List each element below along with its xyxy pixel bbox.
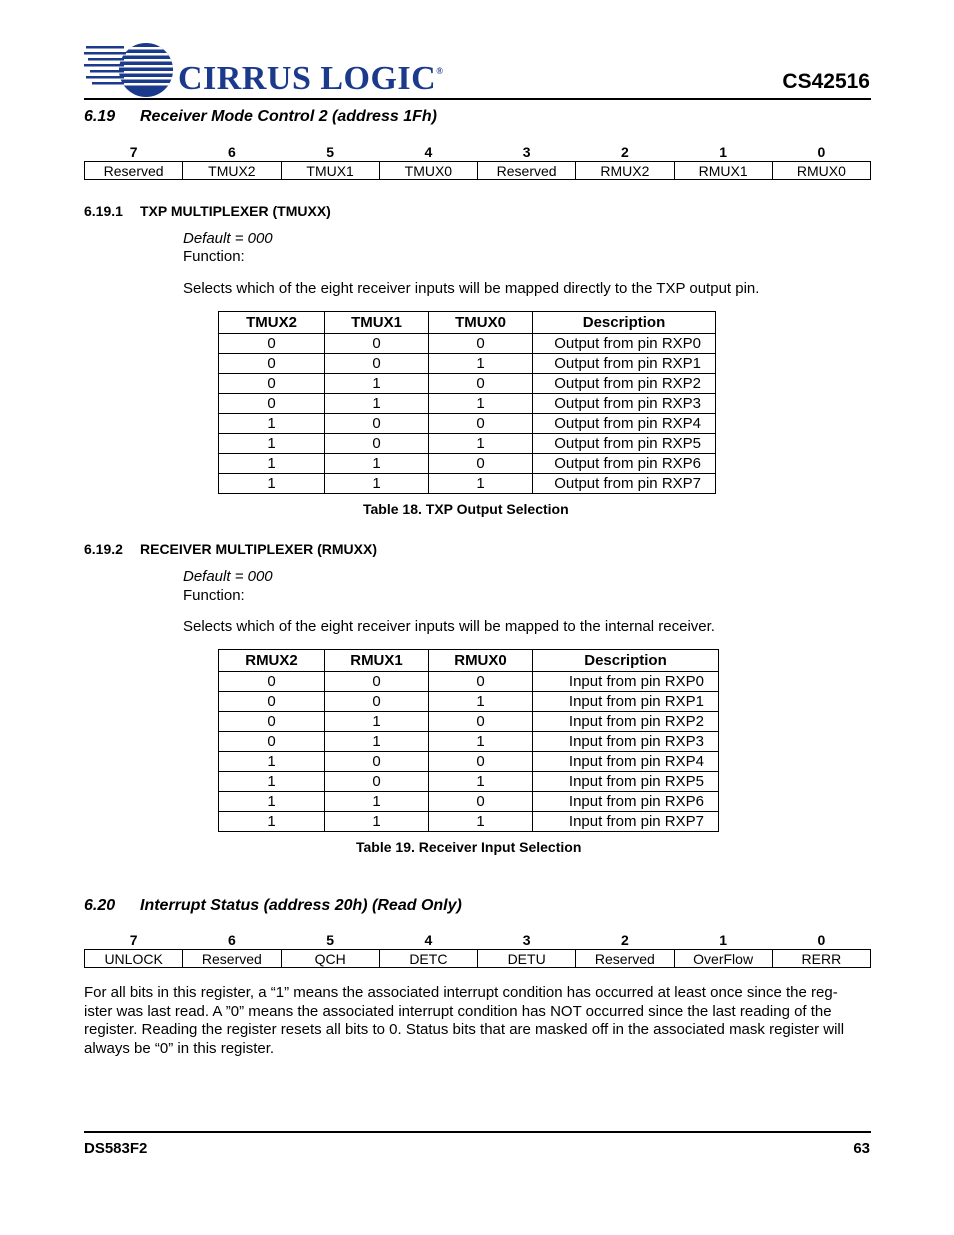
subsection-number: 6.19.2	[84, 541, 123, 557]
paragraph-line: always be “0” in this register.	[84, 1039, 275, 1057]
table-caption: Table 19. Receiver Input Selection	[356, 839, 582, 855]
table-cell: 0	[219, 712, 325, 732]
table-cell: 0	[429, 712, 533, 732]
column-header: RMUX2	[219, 650, 325, 672]
column-header: RMUX0	[429, 650, 533, 672]
bit-number: 6	[227, 932, 236, 948]
bit-name: UNLOCK	[85, 950, 183, 968]
table-cell: 1	[429, 394, 533, 414]
bit-number: 5	[326, 144, 335, 160]
table-cell: 1	[325, 812, 429, 832]
subsection-6-19-2-heading	[84, 541, 377, 557]
table-cell: 1	[429, 732, 533, 752]
bit-number: 5	[326, 932, 335, 948]
bit-number: 3	[522, 144, 531, 160]
subsection-number: 6.19.1	[84, 203, 123, 219]
table-cell: 0	[429, 334, 533, 354]
bit-number: 1	[719, 932, 728, 948]
column-header: Description	[533, 312, 716, 334]
table-cell: 1	[219, 434, 325, 454]
table-cell: Input from pin RXP1	[533, 692, 719, 712]
table-row	[219, 752, 719, 772]
bit-name: OverFlow	[674, 950, 772, 968]
bit-name: RMUX0	[772, 162, 870, 180]
register-1fh-bitmap	[84, 143, 871, 180]
cirrus-logic-logo	[84, 38, 444, 98]
logo-text: CIRRUS LOGIC	[178, 60, 437, 97]
column-header: Description	[533, 650, 719, 672]
table-cell: 0	[429, 414, 533, 434]
header-rule	[84, 98, 871, 100]
table-cell: 0	[219, 394, 325, 414]
bit-number-row	[85, 931, 871, 950]
table-cell: 1	[429, 474, 533, 494]
bit-number: 7	[129, 144, 138, 160]
table-row	[219, 434, 716, 454]
bit-number-row	[85, 143, 871, 162]
section-number: 6.20	[84, 897, 116, 914]
table-row	[219, 692, 719, 712]
section-title: Interrupt Status (address 20h) (Read Only)	[140, 897, 462, 914]
interrupt-status-paragraph	[84, 984, 874, 1058]
table-row	[219, 414, 716, 434]
bit-name: TMUX2	[183, 162, 281, 180]
table-row	[219, 394, 716, 414]
section-title: Receiver Mode Control 2 (address 1Fh)	[140, 108, 437, 125]
bit-name: Reserved	[478, 162, 576, 180]
bit-number: 1	[719, 144, 728, 160]
bit-name: QCH	[281, 950, 379, 968]
document-number: CS42516	[782, 70, 870, 93]
function-label: Function:	[183, 587, 245, 604]
subsection-title: RECEIVER MULTIPLEXER (RMUXX)	[140, 541, 377, 557]
table-cell: Input from pin RXP2	[533, 712, 719, 732]
table-cell: 1	[325, 374, 429, 394]
table-cell: 0	[429, 672, 533, 692]
section-number: 6.19	[84, 108, 116, 125]
logo-wordmark	[178, 60, 443, 98]
table-row	[219, 732, 719, 752]
table-cell: 1	[429, 812, 533, 832]
bit-name: DETU	[478, 950, 576, 968]
table-row	[219, 374, 716, 394]
receiver-input-selection-table	[218, 649, 719, 832]
page-number: 63	[853, 1140, 870, 1157]
table-cell: 0	[325, 692, 429, 712]
table-row	[219, 354, 716, 374]
table-cell: 1	[219, 792, 325, 812]
bit-number: 3	[522, 932, 531, 948]
paragraph-line: ister was last read. A ”0” means the associated interrupt condition has NOT occurred since the last reading of the	[84, 1002, 832, 1020]
function-description: Selects which of the eight receiver inputs will be mapped directly to the TXP output pin.	[183, 280, 760, 297]
table-cell: 1	[219, 414, 325, 434]
table-cell: 0	[429, 374, 533, 394]
table-row	[219, 792, 719, 812]
table-cell: 0	[429, 752, 533, 772]
bit-number: 6	[227, 144, 236, 160]
table-cell: 0	[429, 792, 533, 812]
bit-name: Reserved	[576, 950, 674, 968]
bit-name: Reserved	[85, 162, 183, 180]
table-cell: Output from pin RXP5	[533, 434, 716, 454]
bit-name: TMUX0	[379, 162, 477, 180]
table-header-row	[219, 650, 719, 672]
function-label: Function:	[183, 248, 245, 265]
column-header: TMUX1	[325, 312, 429, 334]
table-cell: Output from pin RXP3	[533, 394, 716, 414]
table-row	[219, 454, 716, 474]
table-cell: 1	[325, 394, 429, 414]
section-6-20-heading	[84, 897, 462, 915]
table-cell: 1	[325, 474, 429, 494]
default-value: Default = 000	[183, 568, 273, 585]
table-cell: 1	[429, 692, 533, 712]
table-cell: Input from pin RXP7	[533, 812, 719, 832]
table-cell: Input from pin RXP6	[533, 792, 719, 812]
table-cell: 1	[429, 434, 533, 454]
table-row	[219, 474, 716, 494]
bit-name: Reserved	[183, 950, 281, 968]
footer-doc-id: DS583F2	[84, 1140, 148, 1157]
table-row	[219, 812, 719, 832]
bit-name: DETC	[379, 950, 477, 968]
table-cell: 1	[219, 454, 325, 474]
table-cell: 1	[325, 792, 429, 812]
table-cell: 0	[429, 454, 533, 474]
table-cell: 1	[429, 772, 533, 792]
bit-name: RMUX2	[576, 162, 674, 180]
bit-number: 7	[129, 932, 138, 948]
table-row	[219, 672, 719, 692]
section-6-19-heading	[84, 108, 437, 126]
bit-name: RMUX1	[674, 162, 772, 180]
column-header: TMUX2	[219, 312, 325, 334]
table-cell: 1	[429, 354, 533, 374]
table-cell: 0	[219, 334, 325, 354]
bit-number: 2	[620, 144, 629, 160]
table-cell: 0	[219, 672, 325, 692]
table-header-row	[219, 312, 716, 334]
table-row	[219, 712, 719, 732]
table-cell: 0	[325, 752, 429, 772]
table-caption: Table 18. TXP Output Selection	[363, 501, 569, 517]
bit-number: 0	[817, 932, 826, 948]
table-cell: 0	[219, 732, 325, 752]
txp-output-selection-table	[218, 311, 716, 494]
table-cell: Output from pin RXP1	[533, 354, 716, 374]
table-cell: 0	[219, 692, 325, 712]
column-header: TMUX0	[429, 312, 533, 334]
paragraph-line: For all bits in this register, a “1” means the associated interrupt condition has occurred at least once since the reg-	[84, 984, 838, 1001]
table-cell: Input from pin RXP4	[533, 752, 719, 772]
paragraph-line: register. Reading the register resets all bits to 0. Status bits that are masked off in the associated mask register will	[84, 1021, 845, 1038]
table-cell: 1	[325, 712, 429, 732]
logo-swoosh-icon	[84, 38, 184, 98]
bit-number: 4	[424, 932, 433, 948]
table-row	[219, 334, 716, 354]
table-cell: 0	[325, 434, 429, 454]
table-cell: 1	[325, 732, 429, 752]
subsection-title: TXP MULTIPLEXER (TMUXX)	[140, 203, 331, 219]
bit-number: 4	[424, 144, 433, 160]
table-cell: Output from pin RXP0	[533, 334, 716, 354]
column-header: RMUX1	[325, 650, 429, 672]
table-cell: Input from pin RXP0	[533, 672, 719, 692]
table-cell: 0	[325, 672, 429, 692]
table-row	[219, 772, 719, 792]
bit-name: TMUX1	[281, 162, 379, 180]
function-description: Selects which of the eight receiver inputs will be mapped to the internal receiver.	[183, 618, 715, 635]
table-cell: 1	[219, 772, 325, 792]
table-cell: 0	[325, 354, 429, 374]
table-cell: Output from pin RXP4	[533, 414, 716, 434]
bit-name-row	[85, 950, 871, 968]
table-cell: 0	[325, 414, 429, 434]
table-cell: 0	[219, 354, 325, 374]
registered-mark: ®	[436, 66, 444, 76]
subsection-6-19-1-heading	[84, 203, 331, 219]
footer-rule	[84, 1131, 871, 1133]
register-20h-bitmap	[84, 931, 871, 968]
bit-name: RERR	[772, 950, 870, 968]
bit-number: 2	[620, 932, 629, 948]
table-cell: 1	[219, 752, 325, 772]
table-cell: Output from pin RXP6	[533, 454, 716, 474]
table-cell: Output from pin RXP7	[533, 474, 716, 494]
table-cell: 1	[325, 454, 429, 474]
table-cell: 1	[219, 474, 325, 494]
table-cell: Output from pin RXP2	[533, 374, 716, 394]
default-value: Default = 000	[183, 230, 273, 247]
table-cell: Input from pin RXP5	[533, 772, 719, 792]
table-cell: Input from pin RXP3	[533, 732, 719, 752]
table-cell: 0	[219, 374, 325, 394]
table-cell: 0	[325, 772, 429, 792]
bit-name-row	[85, 162, 871, 180]
table-cell: 1	[219, 812, 325, 832]
bit-number: 0	[817, 144, 826, 160]
table-cell: 0	[325, 334, 429, 354]
